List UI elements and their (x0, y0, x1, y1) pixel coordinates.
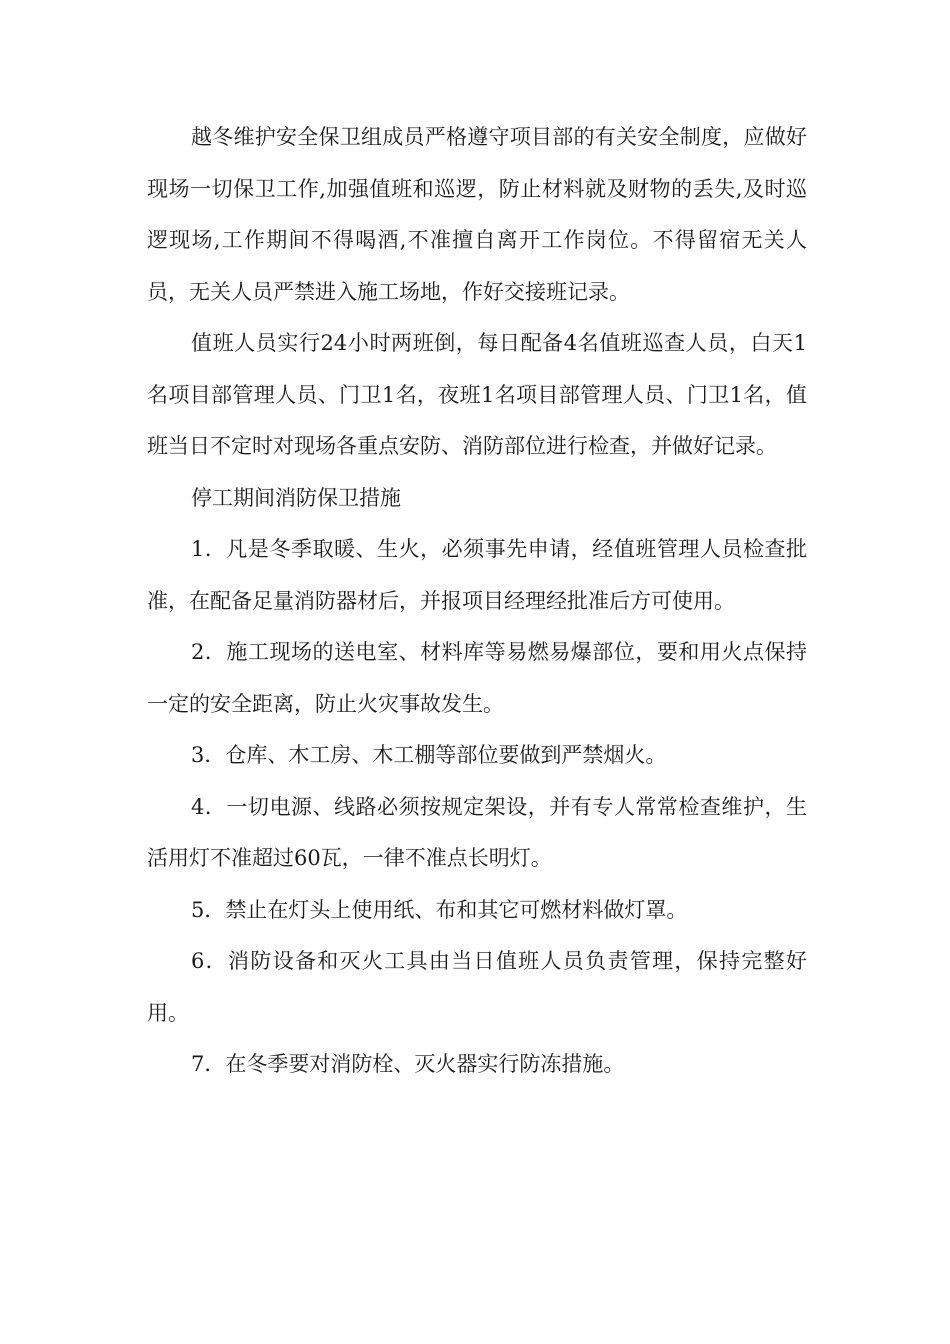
list-item-2: 2．施工现场的送电室、材料库等易燃易爆部位，要和用火点保持一定的安全距离，防止火灾事故发生。 (147, 640, 807, 716)
paragraph-winter-security: 越冬维护安全保卫组成员严格遵守项目部的有关安全制度，应做好现场一切保卫工作,加强值班和巡逻，防止材料就及财物的丢失,及时巡逻现场,工作期间不得喝酒,不准擅自离开工作岗位。不得留宿无关人员，无关人员严禁进入施工场地，作好交接班记录。 (147, 125, 807, 304)
list-item-1: 1．凡是冬季取暖、生火，必须事先申请，经值班管理人员检查批准，在配备足量消防器材后，并报项目经理经批准后方可使用。 (147, 537, 807, 613)
list-item-3: 3．仓库、木工房、木工棚等部位要做到严禁烟火。 (191, 743, 667, 767)
list-item-4: 4．一切电源、线路必须按规定架设，并有专人常常检查维护，生活用灯不准超过60瓦，一律不准点长明灯。 (147, 794, 807, 870)
paragraph-duty-schedule: 值班人员实行24小时两班倒，每日配备4名值班巡查人员，白天1名项目部管理人员、门卫1名，夜班1名项目部管理人员、门卫1名，值班当日不定时对现场各重点安防、消防部位进行检查，并做好记录。 (147, 331, 807, 458)
list-item-7: 7．在冬季要对消防栓、灭火器实行防冻措施。 (191, 1052, 625, 1076)
list-item-5: 5．禁止在灯头上使用纸、布和其它可燃材料做灯罩。 (191, 897, 688, 922)
section-heading-fire-measures: 停工期间消防保卫措施 (191, 485, 401, 510)
document-body (147, 112, 807, 1091)
list-item-6: 6．消防设备和灭火工具由当日值班人员负责管理，保持完整好用。 (147, 949, 807, 1025)
